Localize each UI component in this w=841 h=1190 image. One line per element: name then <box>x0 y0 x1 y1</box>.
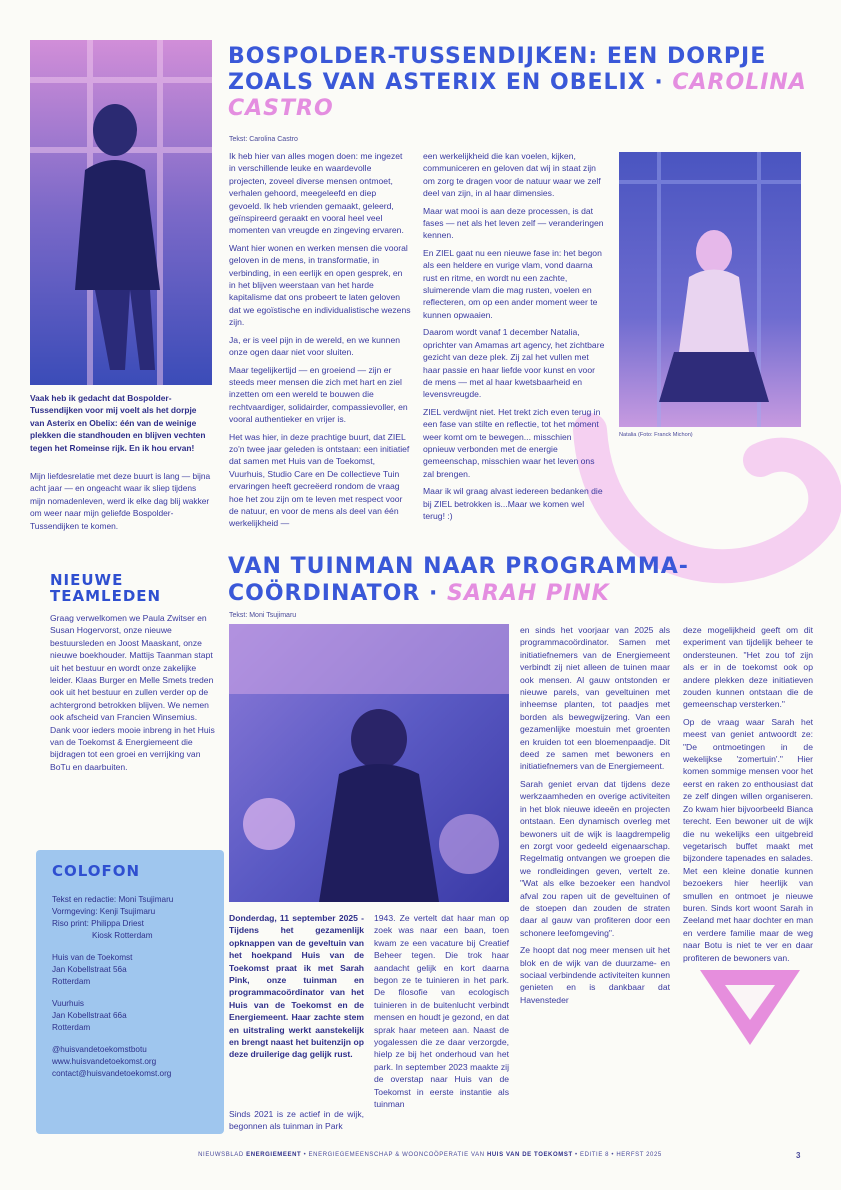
paragraph: Maar wat mooi is aan deze processen, is dat fases — net als het leven zelf — veranderingen kennen. <box>423 205 604 241</box>
article2-column-3 <box>520 624 670 1011</box>
paragraph: een werkelijkheid die kan voelen, kijken, communiceren en geloven dat wij in staat zijn om zorg te dragen voor de natuur waar we zelf deel van zijn, in al haar dimensies. <box>423 151 601 199</box>
colofon-title: COLOFON <box>52 862 141 880</box>
colofon-box <box>36 850 224 1134</box>
colofon-line: Rotterdam <box>52 1023 91 1032</box>
teamleden-title: NIEUWE TEAMLEDEN <box>50 571 162 605</box>
colofon-line: Jan Kobellstraat 56a <box>52 965 127 974</box>
sarah-pink-photo <box>229 624 509 902</box>
paragraph: Ik heb hier van alles mogen doen: me ingezet in verschillende leuke en waardevolle projecten, zoveel diverse mensen ontmoet, verhalen gehoord, meegeleefd en diep gevoeld. Ik heb vrienden gemaakt, geleerd, geïnspireerd geraakt en vooral heel veel momenten van vreugde en zingeving ervaren. <box>229 151 404 236</box>
article2-credit: Tekst: Moni Tsujimaru <box>229 612 297 619</box>
paragraph: Sarah geniet ervan dat tijdens deze werkzaamheden en overige activiteiten in het blok nieuwe ideeën en projecten ontstaan. Een dynamisch overleg met bewoners uit de wijk is laagdrempelig en zorgt voor gedeeld eigenaarschap. Regelmatig ontvangen we groepen die we rondleidingen geven, vertelt ze. "Wat als elke bezoeker een handvol afval zou rapen uit de geveltuinen of de stoepen dan zouden de straten daar al gauw van profiteren door een schonere leefomgeving". <box>520 778 670 938</box>
colofon-line: Rotterdam <box>52 977 91 986</box>
paragraph: Ze hoopt dat nog meer mensen uit het blok en de wijk van de duurzame- en sociaal verbindende activiteiten kunnen genieten en is dankbaar dat Havenstedеr <box>520 945 671 1005</box>
article2-lead: Donderdag, 11 september 2025 - Tijdens het gezamenlijk opknappen van de geveltuin van het hoekpand Huis van de Toekomst praat ik met Sarah Pink, onze tuinman en programmacoördinator van het Huis van de Toekomst en de Energiemeent. Haar zachte stem en uitstraling werkt aanstekelijk en brengt naast het buitenzijn op deze druilerige dag gelijk rust. <box>229 913 364 1060</box>
page-footer: NIEUWSBLAD ENERGIEMEENT • ENERGIEGEMEENSCHAP & WOONCOÖPERATIE VAN HUIS VAN DE TOEKOMST • EDITIE 8 • HERFST 2025 <box>198 1152 662 1158</box>
paragraph: Maar ik wil graag alvast iedereen bedanken die bij ZIEL betrokken is...Maar we komen wel terug! :) <box>423 486 603 521</box>
paragraph: Maar tegelijkertijd — en groeiend — zijn er steeds meer mensen die zich met hart en ziel inzetten om een wereld te bouwen die rechtvaardiger, solidairder, compassievoller, en vooral authentieker en vrijer is. <box>229 364 408 425</box>
paragraph: En ZIEL gaat nu een nieuwe fase in: het begon als een heldere en vurige vlam, vond daarna rust en ritme, en wordt nu een zachte, sluimerende vlam die mag rusten, voelen en reflecteren, om op een ander moment weer te kunnen opwaaien. <box>423 247 602 320</box>
article1-author: CAROLINA CASTRO <box>228 70 807 121</box>
article2-title: VAN TUINMAN NAAR PROGRAMMA- COÖRDINATOR · SARAH PINK <box>228 554 689 606</box>
page-number: 3 <box>796 1151 802 1160</box>
article1-column-1 <box>229 150 411 535</box>
colofon-line: Tekst en redactie: Moni Tsujimaru <box>52 895 174 904</box>
article1-side-caption-bold: Vaak heb ik gedacht dat Bospolder-Tussendijken voor mij voelt als het dorpje van Asterix en Obelix: één van de weinige plekken die standhouden en blijven vechten tegen het Romeinse rijk. En ik hou ervan! <box>30 393 206 453</box>
colofon-website[interactable]: www.huisvandetoekomst.org <box>52 1057 157 1066</box>
colofon-line <box>52 1034 220 1044</box>
colofon-instagram[interactable]: @huisvandetoekomstbotu <box>52 1045 147 1054</box>
title-separator: · <box>654 70 664 95</box>
natalia-photo <box>619 152 801 427</box>
paragraph: ZIEL verdwijnt niet. Het trekt zich even terug in een fase van stilte en reflectie, tot het moment weer komt om te bewegen... misschien opnieuw verbonden met de energie gemeenschap, misschien waar het leven ons zal brengen. <box>423 406 601 479</box>
colofon-line: Riso print: Philippa Driest <box>52 919 144 928</box>
article1-side-caption: Mijn liefdesrelatie met deze buurt is lang — bijna acht jaar — en ongeacht waar ik sliep tijdens mijn nomadenleven, werd ik elke dag blij wakker om weer naar mijn geliefde Bospolder-Tussendijken te komen. <box>30 471 211 531</box>
colofon-line <box>52 942 220 952</box>
colofon-line: Jan Kobellstraat 66a <box>52 1011 127 1020</box>
natalia-photo-caption: Natalia (Foto: Franck Michon) <box>619 432 693 438</box>
paragraph: 1943. Ze vertelt dat haar man op zoek was naar een baan, toen kwam ze een vacature bij Creatief Beheer tegen. Die trok haar aandacht gelijk en kort daarna begon ze te tuinieren in het park. De filosofie van ecologisch tuinieren in de buitenlucht verbindt mensen en houdt je gezond, en dat sprak haar meteen aan. Naast de yogalessen die ze daar verzorgde, hielp ze bij het onderhoud van het park. In september 2023 maakte zij de overstap naar Huis van de Toekomst in eerste instantie als tuinman <box>374 913 509 1110</box>
paragraph: Het was hier, in deze prachtige buurt, dat ZIEL zo'n twee jaar geleden is ontstaan: een initiatief dat samen met Huis van de Toekomst, Vuurhuis, Studio Care en De collectieve Tuin ervaringen heeft gecreëerd rondom de vraag hoe het zou zijn om te leven met respect voor de natuur, en voor de mens als deel van één werkelijkheid — <box>229 431 410 529</box>
paragraph: Daarom wordt vanaf 1 december Natalia, oprichter van Amamas art agency, het zichtbare gezicht van deze plek. Zij zal het vullen met haar passie en haar liefde voor kunst en voor de mens — met al haar kwetsbaarheid en levensvreugde. <box>423 327 605 400</box>
colofon-line: Vormgeving: Kenji Tsujimaru <box>52 907 156 916</box>
article2-lead-continued <box>229 1108 364 1138</box>
article1-title: BOSPOLDER-TUSSENDIJKEN: EEN DORPJE ZOALS VAN ASTERIX EN OBELIX · CAROLINA CASTRO <box>228 44 807 121</box>
colofon-line: Huis van de Toekomst <box>52 953 133 962</box>
teamleden-text: Graag verwelkomen we Paula Zwitser en Susan Hogervorst, onze nieuwe bestuursleden en Joost Maaskant, onze nieuwe boekhouder. Mattijs Taanman stapt uit het bestuur en wordt onze zakelijke leider. Klaas Burger en Melle Smets treden ook uit het bestuur en zullen verder op de achtergrond betrokken blijven. We nemen ook afscheid van Francien Winsemius. Dank voor ieders mooie inbreng in het Huis van de Toekomst & Energiemeent die bijdragen tot een groei en verrijking van BoTu en daarbuiten. <box>50 613 215 772</box>
paragraph: Sinds 2021 is ze actief in de wijk, begonnen als tuinman in Park <box>229 1109 364 1132</box>
decorative-pink-triangle <box>690 955 810 1055</box>
article1-credit: Tekst: Carolina Castro <box>229 136 298 143</box>
colofon-line <box>52 988 220 998</box>
colofon-email[interactable]: contact@huisvandetoekomst.org <box>52 1069 172 1078</box>
article1-column-2 <box>423 150 605 527</box>
paragraph: Want hier wonen en werken mensen die vooral geloven in de mens, in transformatie, in verbinding, in een eerlijk en open gesprek, en in het blijven weerstaan van het harde kapitalisme dat ons probeert te laten geloven dat we egoïstische en individualistische wezens zijn. <box>229 242 411 328</box>
article2-column-2 <box>374 912 509 1116</box>
paragraph: en sinds het voorjaar van 2025 als programmacoördinator. Samen met initiatiefnemers van de Energiemeent verbindt zij niet alleen de tuinen maar ook mensen. Al gauw ontstonden er nieuwe parels, van geveltuinen met inheemse planten, tot paadjes met borden als bewegwijzering. Van een gezamenlijke moestuin met groenten en kruiden tot een bloemenpaadje. Dit deed ze samen met bewoners en initiatiefnemers van de Energiemeent. <box>520 625 670 772</box>
article2-column-4 <box>683 624 813 969</box>
paragraph: Op de vraag waar Sarah het meest van geniet antwoordt ze: "De ontmoetingen in de wekelijkse 'zomertuin'." Hier komen sommige mensen voor het eerst en raken zo enthousiast dat ze zelf dingen willen organiseren. Zo kwam hier bijvoorbeeld Bianca terecht. Een bewoner uit de wijk die nu wekelijks een uitgebreid vegetarisch buffet maakt met bijzondere tapenades en salades. Met een kleine donatie kunnen bezoekers hier heerlijk van smullen en ontmoet je nieuwe buren. Sinds kort woont Sarah in Zeeland met haar dochter en man en verdere familie maar de weg naar Botu is niet te ver en daar profiteren de bewoners van. <box>683 716 813 963</box>
title-separator: · <box>429 581 439 606</box>
colofon-line: Kiosk Rotterdam <box>92 931 153 940</box>
article2-author: SARAH PINK <box>447 581 610 606</box>
colofon-line: Vuurhuis <box>52 999 85 1008</box>
article1-portrait-photo <box>30 40 212 385</box>
paragraph: Ja, er is veel pijn in de wereld, en we kunnen onze ogen daar niet voor sluiten. <box>229 334 401 358</box>
paragraph: deze mogelijkheid geeft om dit experiment van tijdelijk beheer te ondersteunen. "Het zou tof zijn als er in de toekomst ook op andere plekken deze initiatieven zouden kunnen ontstaan die de gemeenschap versterken." <box>683 625 813 710</box>
